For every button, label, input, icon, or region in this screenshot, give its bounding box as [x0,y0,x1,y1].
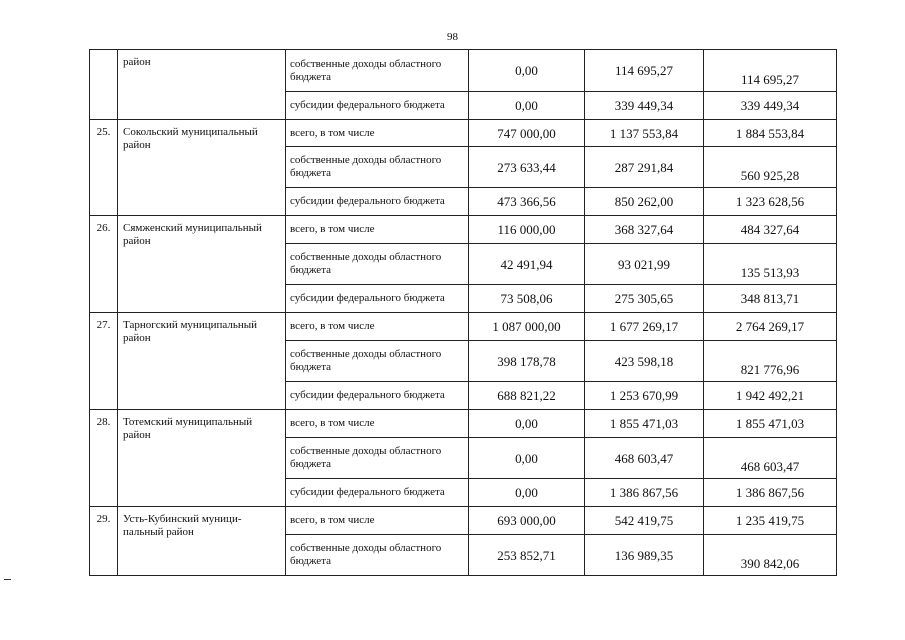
page-number: 98 [447,31,458,43]
district-name: Сокольский муниципальный район [118,120,286,216]
value-cell: 747 000,00 [469,120,585,147]
item-description: всего, в том числе [286,507,469,535]
item-description: субсидии федерального бюджета [286,382,469,410]
value-cell: 1 855 471,03 [585,410,704,438]
item-description: всего, в том числе [286,313,469,341]
value-cell: 287 291,84 [585,147,704,188]
item-description: всего, в том числе [286,410,469,438]
value-cell: 136 989,35 [585,535,704,576]
margin-mark [4,579,11,580]
value-cell: 135 513,93 [704,244,837,285]
item-description: субсидии федерального бюджета [286,285,469,313]
value-cell: 0,00 [469,438,585,479]
value-cell: 1 855 471,03 [704,410,837,438]
table-row [90,120,837,147]
value-cell: 1 386 867,56 [704,479,837,507]
value-cell: 693 000,00 [469,507,585,535]
table-row [90,313,837,341]
value-cell: 339 449,34 [585,92,704,120]
value-cell: 560 925,28 [704,147,837,188]
value-cell: 1 677 269,17 [585,313,704,341]
value-cell: 850 262,00 [585,188,704,216]
value-cell: 1 386 867,56 [585,479,704,507]
value-cell: 1 884 553,84 [704,120,837,147]
table-row [90,50,837,92]
item-description: собственные доходы областного бюджета [286,535,469,576]
value-cell: 253 852,71 [469,535,585,576]
value-cell: 0,00 [469,479,585,507]
value-cell: 0,00 [469,50,585,92]
item-description: субсидии федерального бюджета [286,92,469,120]
budget-table [89,49,837,576]
row-number: 26. [90,216,118,313]
value-cell: 1 942 492,21 [704,382,837,410]
district-name: Тарногский муниципальный район [118,313,286,410]
item-description: всего, в том числе [286,216,469,244]
value-cell: 1 087 000,00 [469,313,585,341]
item-description: собственные доходы областного бюджета [286,438,469,479]
value-cell: 1 235 419,75 [704,507,837,535]
row-number: 28. [90,410,118,507]
district-name: Усть-Кубинский муници-пальный район [118,507,286,576]
item-description: собственные доходы областного бюджета [286,341,469,382]
value-cell: 2 764 269,17 [704,313,837,341]
item-description: всего, в том числе [286,120,469,147]
value-cell: 688 821,22 [469,382,585,410]
value-cell: 390 842,06 [704,535,837,576]
value-cell: 368 327,64 [585,216,704,244]
row-number: 25. [90,120,118,216]
value-cell: 114 695,27 [585,50,704,92]
table-row [90,216,837,244]
district-name: Тотемский муниципальный район [118,410,286,507]
value-cell: 114 695,27 [704,50,837,92]
value-cell: 339 449,34 [704,92,837,120]
value-cell: 468 603,47 [585,438,704,479]
value-cell: 273 633,44 [469,147,585,188]
value-cell: 398 178,78 [469,341,585,382]
table-row [90,507,837,535]
row-number: 27. [90,313,118,410]
value-cell: 484 327,64 [704,216,837,244]
district-name: Сямженский муниципальный район [118,216,286,313]
value-cell: 93 021,99 [585,244,704,285]
item-description: собственные доходы областного бюджета [286,50,469,92]
row-number: 29. [90,507,118,576]
value-cell: 73 508,06 [469,285,585,313]
item-description: субсидии федерального бюджета [286,188,469,216]
value-cell: 1 137 553,84 [585,120,704,147]
item-description: собственные доходы областного бюджета [286,244,469,285]
item-description: собственные доходы областного бюджета [286,147,469,188]
value-cell: 348 813,71 [704,285,837,313]
value-cell: 275 305,65 [585,285,704,313]
value-cell: 423 598,18 [585,341,704,382]
value-cell: 42 491,94 [469,244,585,285]
value-cell: 821 776,96 [704,341,837,382]
table-row [90,410,837,438]
value-cell: 1 253 670,99 [585,382,704,410]
value-cell: 542 419,75 [585,507,704,535]
item-description: субсидии федерального бюджета [286,479,469,507]
value-cell: 473 366,56 [469,188,585,216]
district-name: район [118,50,286,120]
value-cell: 468 603,47 [704,438,837,479]
value-cell: 0,00 [469,92,585,120]
row-number [90,50,118,120]
value-cell: 1 323 628,56 [704,188,837,216]
value-cell: 116 000,00 [469,216,585,244]
value-cell: 0,00 [469,410,585,438]
